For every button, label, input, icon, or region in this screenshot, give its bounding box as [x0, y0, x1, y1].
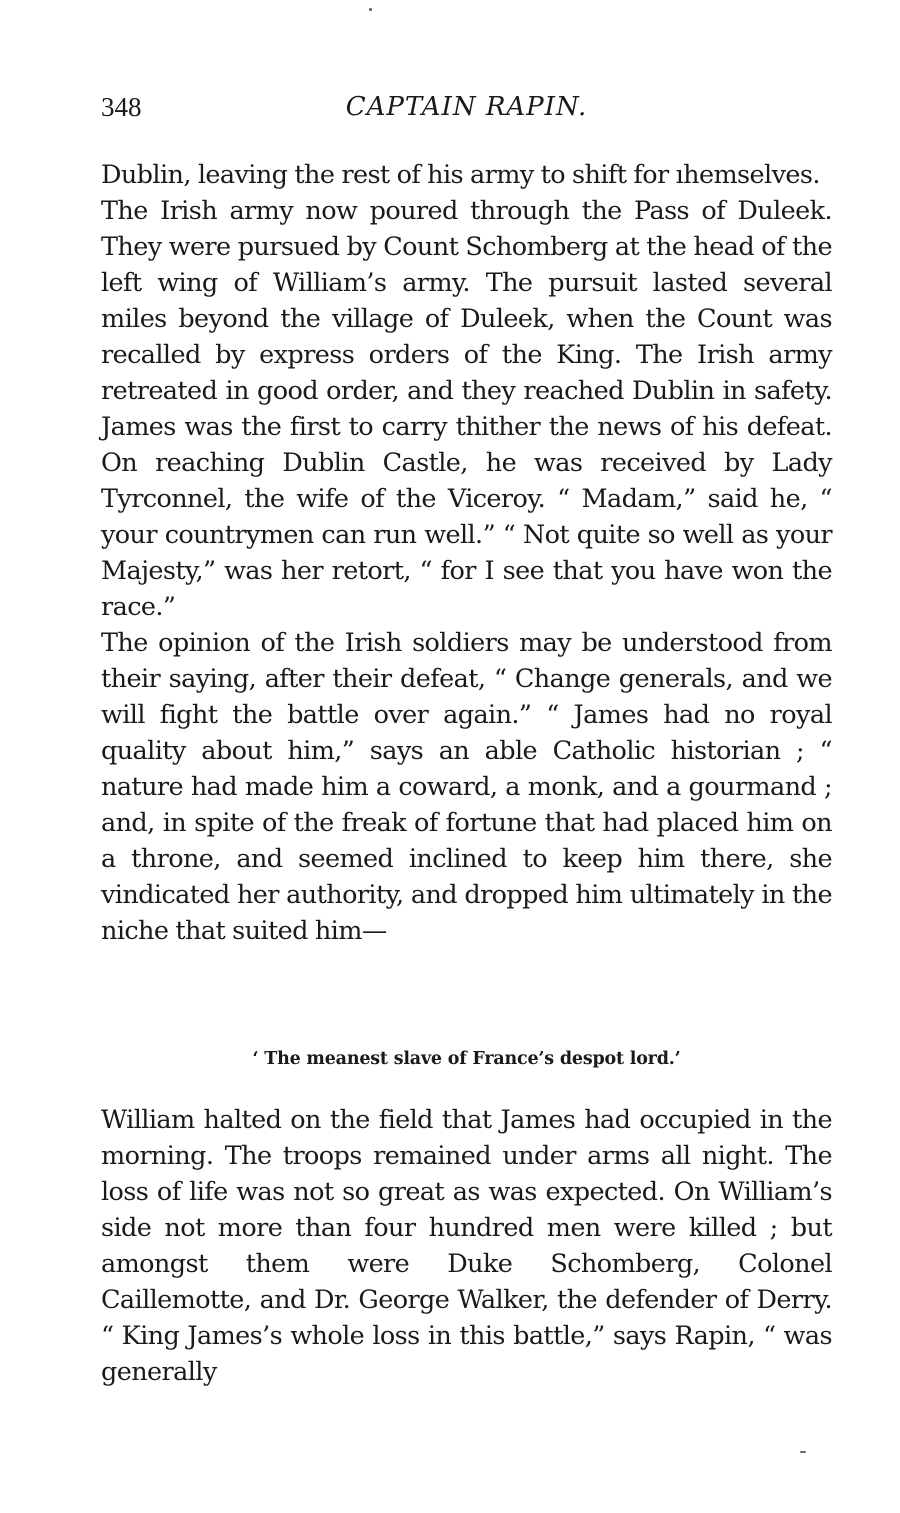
- paragraph-4: William halted on the field that James had occupied in the morning. The troops remained under arms all night. The loss of life was not so great as was expected. On William’s side not more than four hundred men were killed ; but amongst them were Duke Schomberg, Colonel Caillemotte, and Dr. George Walker, the defender of Derry. “ King James’s whole loss in this battle,” says Rapin, “ was generally: [101, 1105, 832, 1387]
- print-fleck-top: [369, 8, 372, 11]
- running-title: CAPTAIN RAPIN.: [345, 92, 588, 122]
- page-number: 348: [101, 92, 142, 122]
- running-head: [101, 92, 832, 132]
- body-text-lower: [101, 1102, 832, 1390]
- paragraph-2: The Irish army now poured through the Pass of Duleek. They were pursued by Count Schomberg at the head of the left wing of William’s army. The pursuit lasted several miles beyond the village of Duleek, when the Count was recalled by express orders of the King. The Irish army retreated in good order, and they reached Dublin in safety. James was the first to carry thither the news of his defeat. On reaching Dublin Castle, he was received by Lady Tyrconnel, the wife of the Viceroy. “ Madam,” said he, “ your countrymen can run well.” “ Not quite so well as your Majesty,” was her retort, “ for I see that you have won the race.”: [101, 196, 832, 622]
- paragraph-3: The opinion of the Irish soldiers may be understood from their saying, after their defeat, “ Change generals, and we will fight the battle over again.” “ James had no royal quality about him,” says an able Catholic historian ; “ nature had made him a coward, a monk, and a gourmand ; and, in spite of the freak of fortune that had placed him on a throne, and seemed inclined to keep him there, she vindicated her authority, and dropped him ultimately in the niche that suited him—: [101, 628, 832, 946]
- body-text-upper: [101, 157, 832, 949]
- paragraph-1: Dublin, leaving the rest of his army to shift for ıhemselves.: [101, 160, 820, 190]
- print-fleck-bottom: [800, 1451, 806, 1453]
- block-quote: ‘ The meanest slave of France’s despot lord.’: [252, 1049, 681, 1069]
